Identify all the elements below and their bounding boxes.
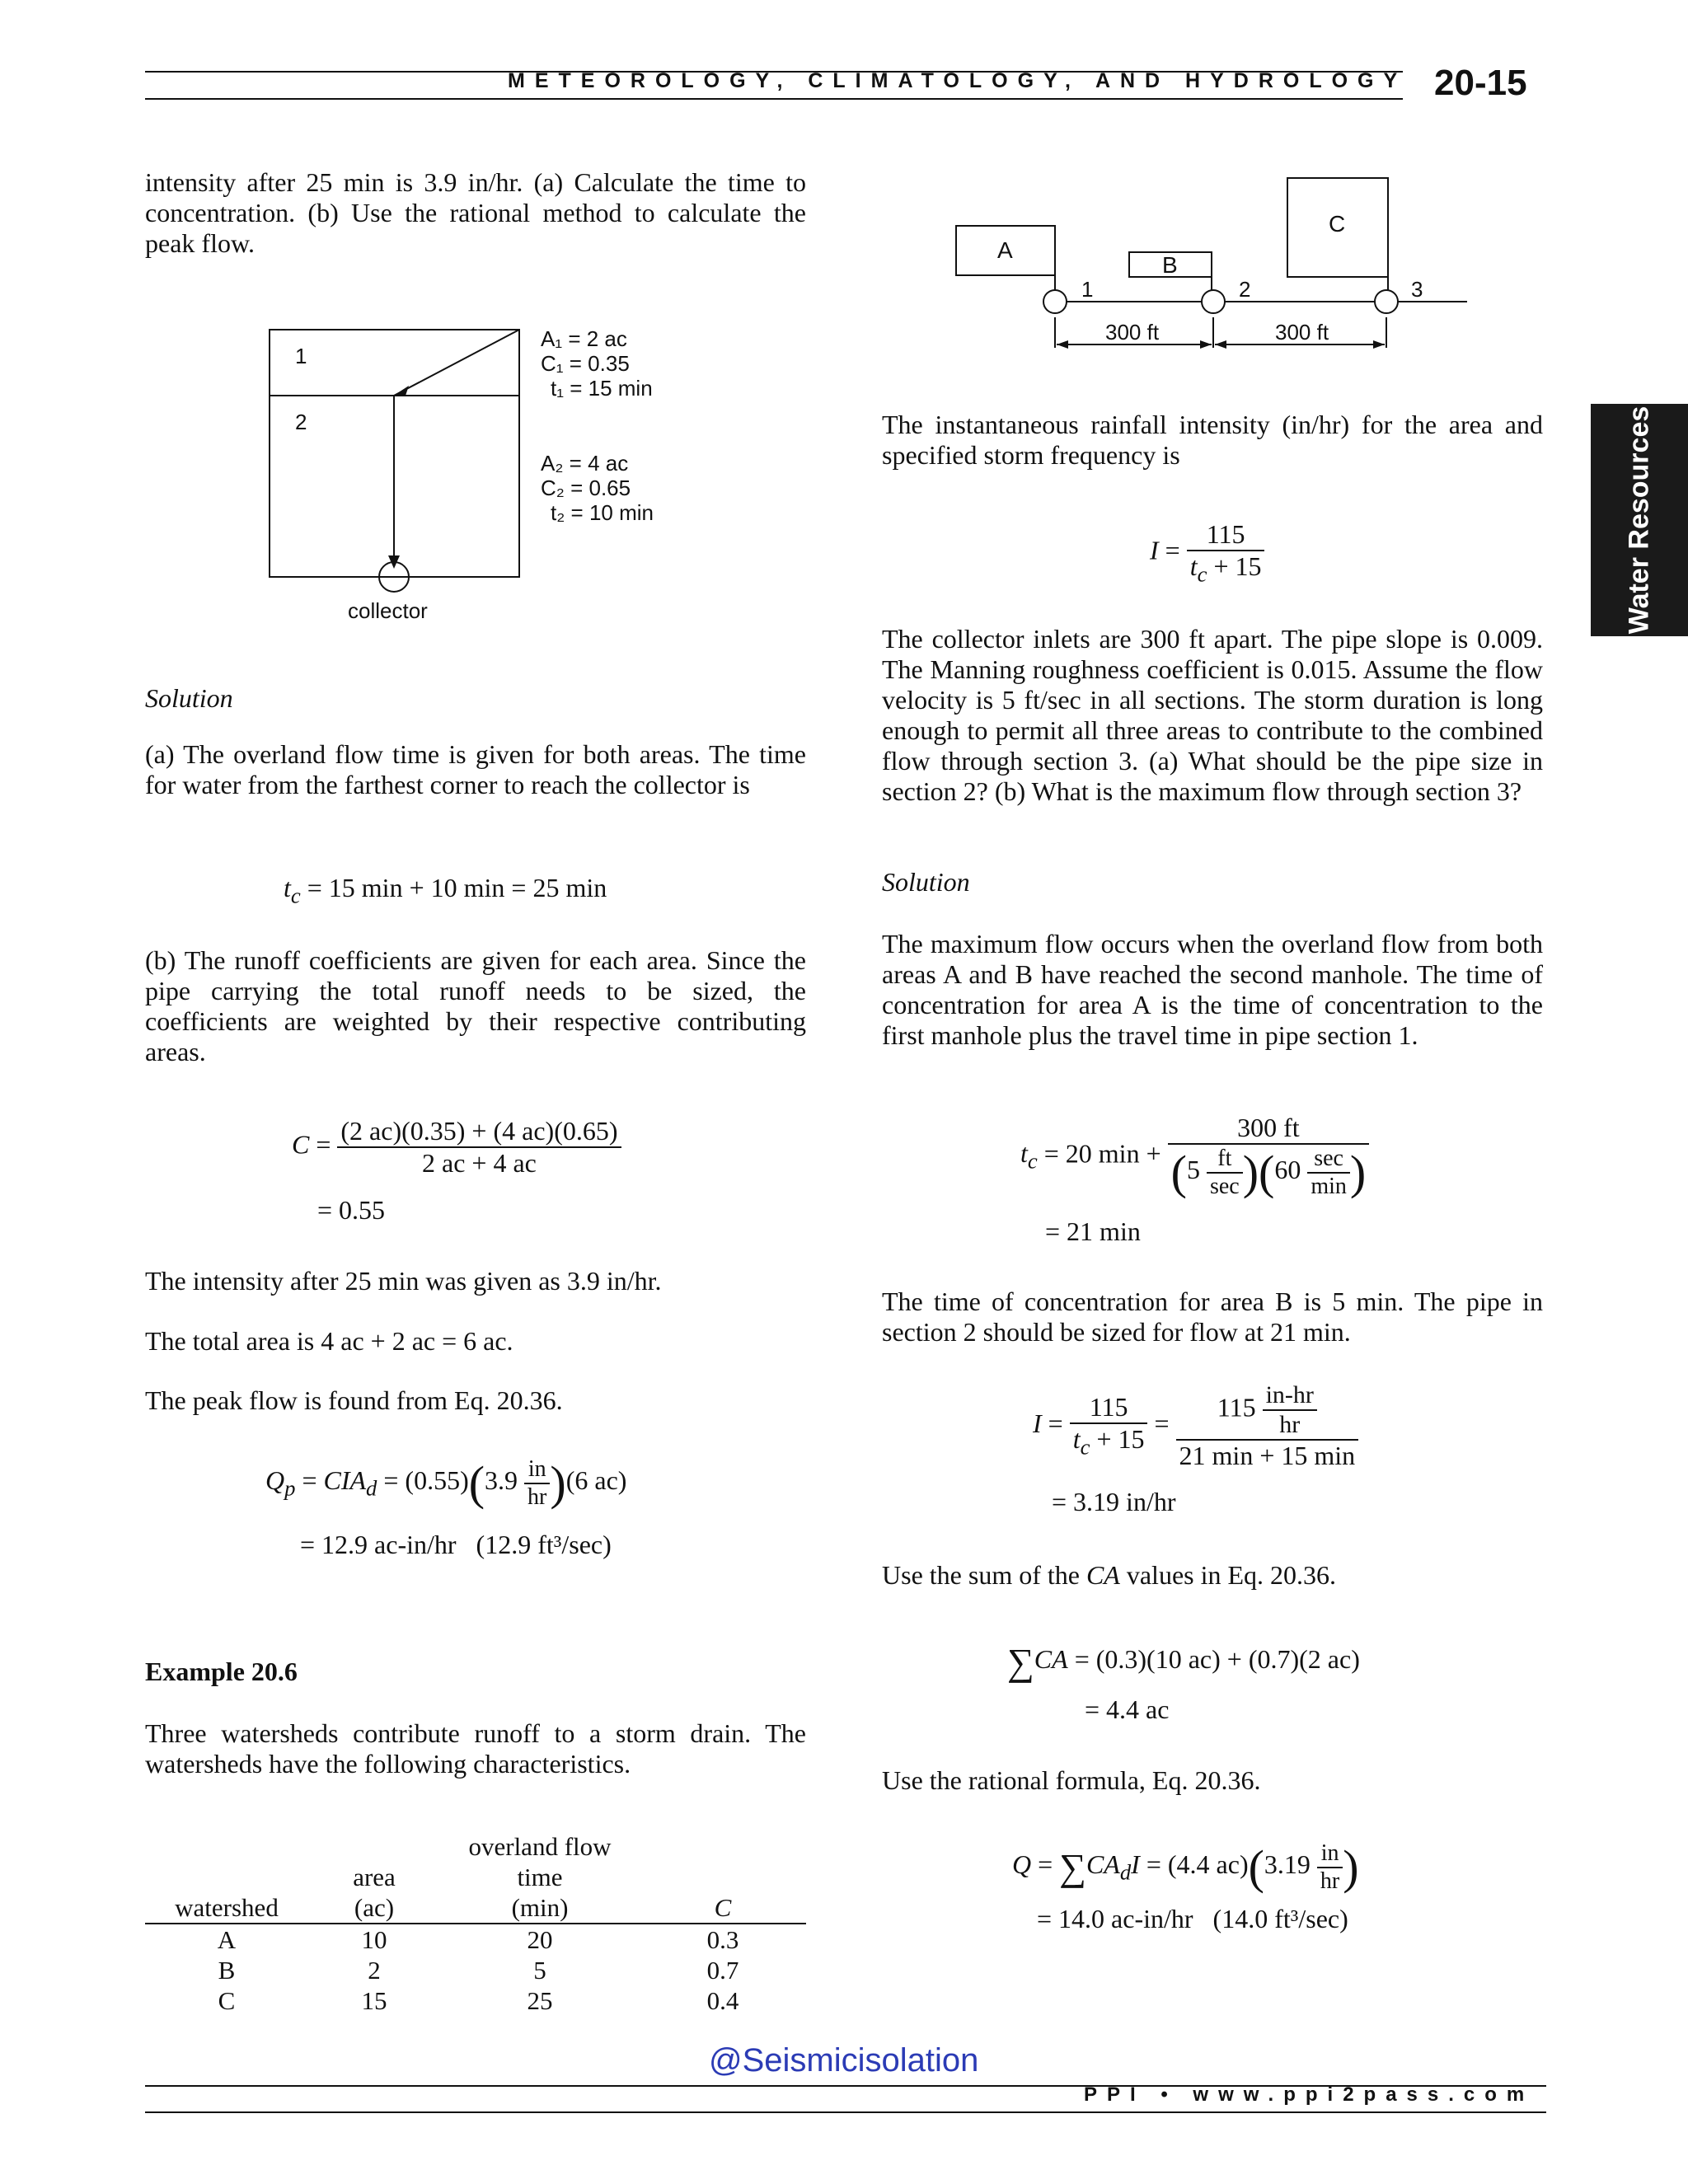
eq-intensity-2: I = $\frac{115}{t_c + 15}$ = 115 $\frac{in-hr}{hr}$ 21 min + 15 min	[1033, 1381, 1358, 1471]
a2-value: A₂ = 4 ac	[541, 451, 629, 476]
area-a-label: A	[997, 237, 1013, 263]
storm-drain-diagram	[948, 165, 1475, 363]
a1-value: A₁ = 2 ac	[541, 326, 627, 351]
eq-tc2: $t_c = 20$ min + 300 ft (5 $\frac{ft}{\sec}$ )(60 $\frac{\sec}{\min}$ )	[1020, 1113, 1369, 1200]
footer-rule-bottom	[145, 2111, 1546, 2113]
eq-tc: $t_c = 15$ min + 10 min = 25 min	[284, 873, 607, 908]
total-area-text: The total area is 4 ac + 2 ac = 6 ac.	[145, 1326, 513, 1356]
table-header-row: watershed (ac) (min) C	[145, 1892, 806, 1924]
table-row: C 15 25 0.4	[218, 1985, 739, 2015]
watershed-table	[145, 1831, 806, 2016]
distance-2-label: 300 ft	[1275, 320, 1329, 344]
eq-intensity-2-result: = 3.19 in/hr	[1052, 1487, 1176, 1516]
collector-label: collector	[348, 598, 428, 623]
eq-peak-flow-2-result: = 14.0 ac-in/hr (14.0 ft³/sec)	[1037, 1904, 1348, 1933]
header-rule-bottom	[145, 98, 1403, 100]
eq-peak-flow: $Q_p = CIA_d = (0.55)(3.9$ $\frac{in}{hr}$ )(6 ac)	[265, 1455, 627, 1510]
max-flow-text: The maximum flow occurs when the overland flow from both areas A and B have reached the second manhole. The time of concentration for area A is the time of concentration to the first manhole plus the travel time in pipe section 1.	[882, 929, 1543, 1050]
eq-intensity: I = $\frac{115}{t_c + 15}$	[1150, 519, 1264, 587]
watermark: @Seismicisolation	[709, 2042, 979, 2079]
intro-text: intensity after 25 min is 3.9 in/hr. (a) Calculate the time to concentration. (b) Use the rational method to calculate the peak flow.	[145, 167, 806, 258]
peak-flow-text: The peak flow is found from Eq. 20.36.	[145, 1385, 563, 1415]
watershed-diagram	[256, 321, 750, 635]
eq-peak-flow-2: $Q = \sum CA_dI = (4.4$ ac)(3.19 $\frac{in}{hr}$ )	[1012, 1840, 1359, 1894]
example-text: Three watersheds contribute runoff to a storm drain. The watersheds have the following characteristics.	[145, 1718, 806, 1779]
area1-label: 1	[295, 344, 307, 368]
part-b-text: (b) The runoff coefficients are given for each area. Since the pipe carrying the total runoff needs to be sized, the coefficients are weighted by their respective contributing areas.	[145, 945, 806, 1066]
table-row: B 2 5 0.7	[218, 1955, 739, 1985]
eq-c-denominator: 2 ac + 4 ac	[422, 1148, 537, 1178]
distance-1-label: 300 ft	[1105, 320, 1160, 344]
area-c-label: C	[1329, 211, 1346, 237]
intensity-text: The intensity after 25 min was given as 3.9 in/hr.	[145, 1266, 662, 1296]
footer-text[interactable]: PPI • www.ppi2pass.com	[1084, 2083, 1535, 2106]
area2-label: 2	[295, 410, 307, 434]
running-title: METEOROLOGY, CLIMATOLOGY, AND HYDROLOGY	[508, 69, 1408, 92]
table-row: A 10 20 0.3	[217, 1924, 739, 1954]
t2-value: t₂ = 10 min	[551, 500, 654, 525]
eq-c-weighted: C = $\frac{(2 ac)(0.35) + (4 ac)(0.65)}{2 ac + 4 ac}$	[292, 1116, 621, 1179]
eq-tc2-result: = 21 min	[1045, 1216, 1141, 1246]
node-2-label: 2	[1239, 277, 1251, 302]
node-1-label: 1	[1081, 277, 1094, 302]
eq-c-numerator: (2 ac)(0.35) + (4 ac)(0.65)	[337, 1116, 621, 1148]
area1-params	[541, 326, 653, 401]
area-b-label: B	[1162, 252, 1178, 278]
eq-sum-ca-result: = 4.4 ac	[1085, 1694, 1170, 1724]
table-header-row: overland flow	[468, 1831, 612, 1861]
c2-value: C₂ = 0.65	[541, 476, 631, 500]
eq-sum-ca: ∑CA = (0.3)(10 ac) + (0.7)(2 ac)	[1007, 1641, 1360, 1683]
section-tab-label: Water Resources	[1623, 405, 1655, 635]
rational-text: Use the rational formula, Eq. 20.36.	[882, 1765, 1261, 1795]
example-title: Example 20.6	[145, 1657, 298, 1686]
eq-c-result: = 0.55	[317, 1195, 386, 1225]
eq-peak-flow-result: = 12.9 ac-in/hr (12.9 ft³/sec)	[300, 1530, 612, 1559]
node-3-label: 3	[1411, 277, 1423, 302]
sum-text: Use the sum of the CA values in Eq. 20.36.	[882, 1560, 1337, 1590]
table-header-row: area time	[353, 1862, 563, 1891]
solution-label-left: Solution	[145, 683, 233, 713]
solution-label-right: Solution	[882, 867, 970, 897]
c1-value: C₁ = 0.35	[541, 351, 630, 376]
t1-value: t₁ = 15 min	[551, 376, 653, 401]
rainfall-text: The instantaneous rainfall intensity (in/hr) for the area and specified storm frequency is	[882, 410, 1543, 470]
section-tab[interactable]	[1591, 404, 1688, 636]
part-a-text: (a) The overland flow time is given for both areas. The time for water from the farthest corner to reach the collector is	[145, 739, 806, 799]
page-number: 20-15	[1434, 63, 1527, 103]
area2-params	[541, 451, 654, 525]
area-b-text: The time of concentration for area B is 5 min. The pipe in section 2 should be sized for flow at 21 min.	[882, 1286, 1543, 1347]
inlets-text: The collector inlets are 300 ft apart. The pipe slope is 0.009. The Manning roughness coefficient is 0.015. Assume the flow velocity is 5 ft/sec in all sections. The storm duration is long enough to permit all three areas to contribute to the combined flow through section 3. (a) What should be the pipe size in section 2? (b) What is the maximum flow through section 3?	[882, 624, 1543, 806]
